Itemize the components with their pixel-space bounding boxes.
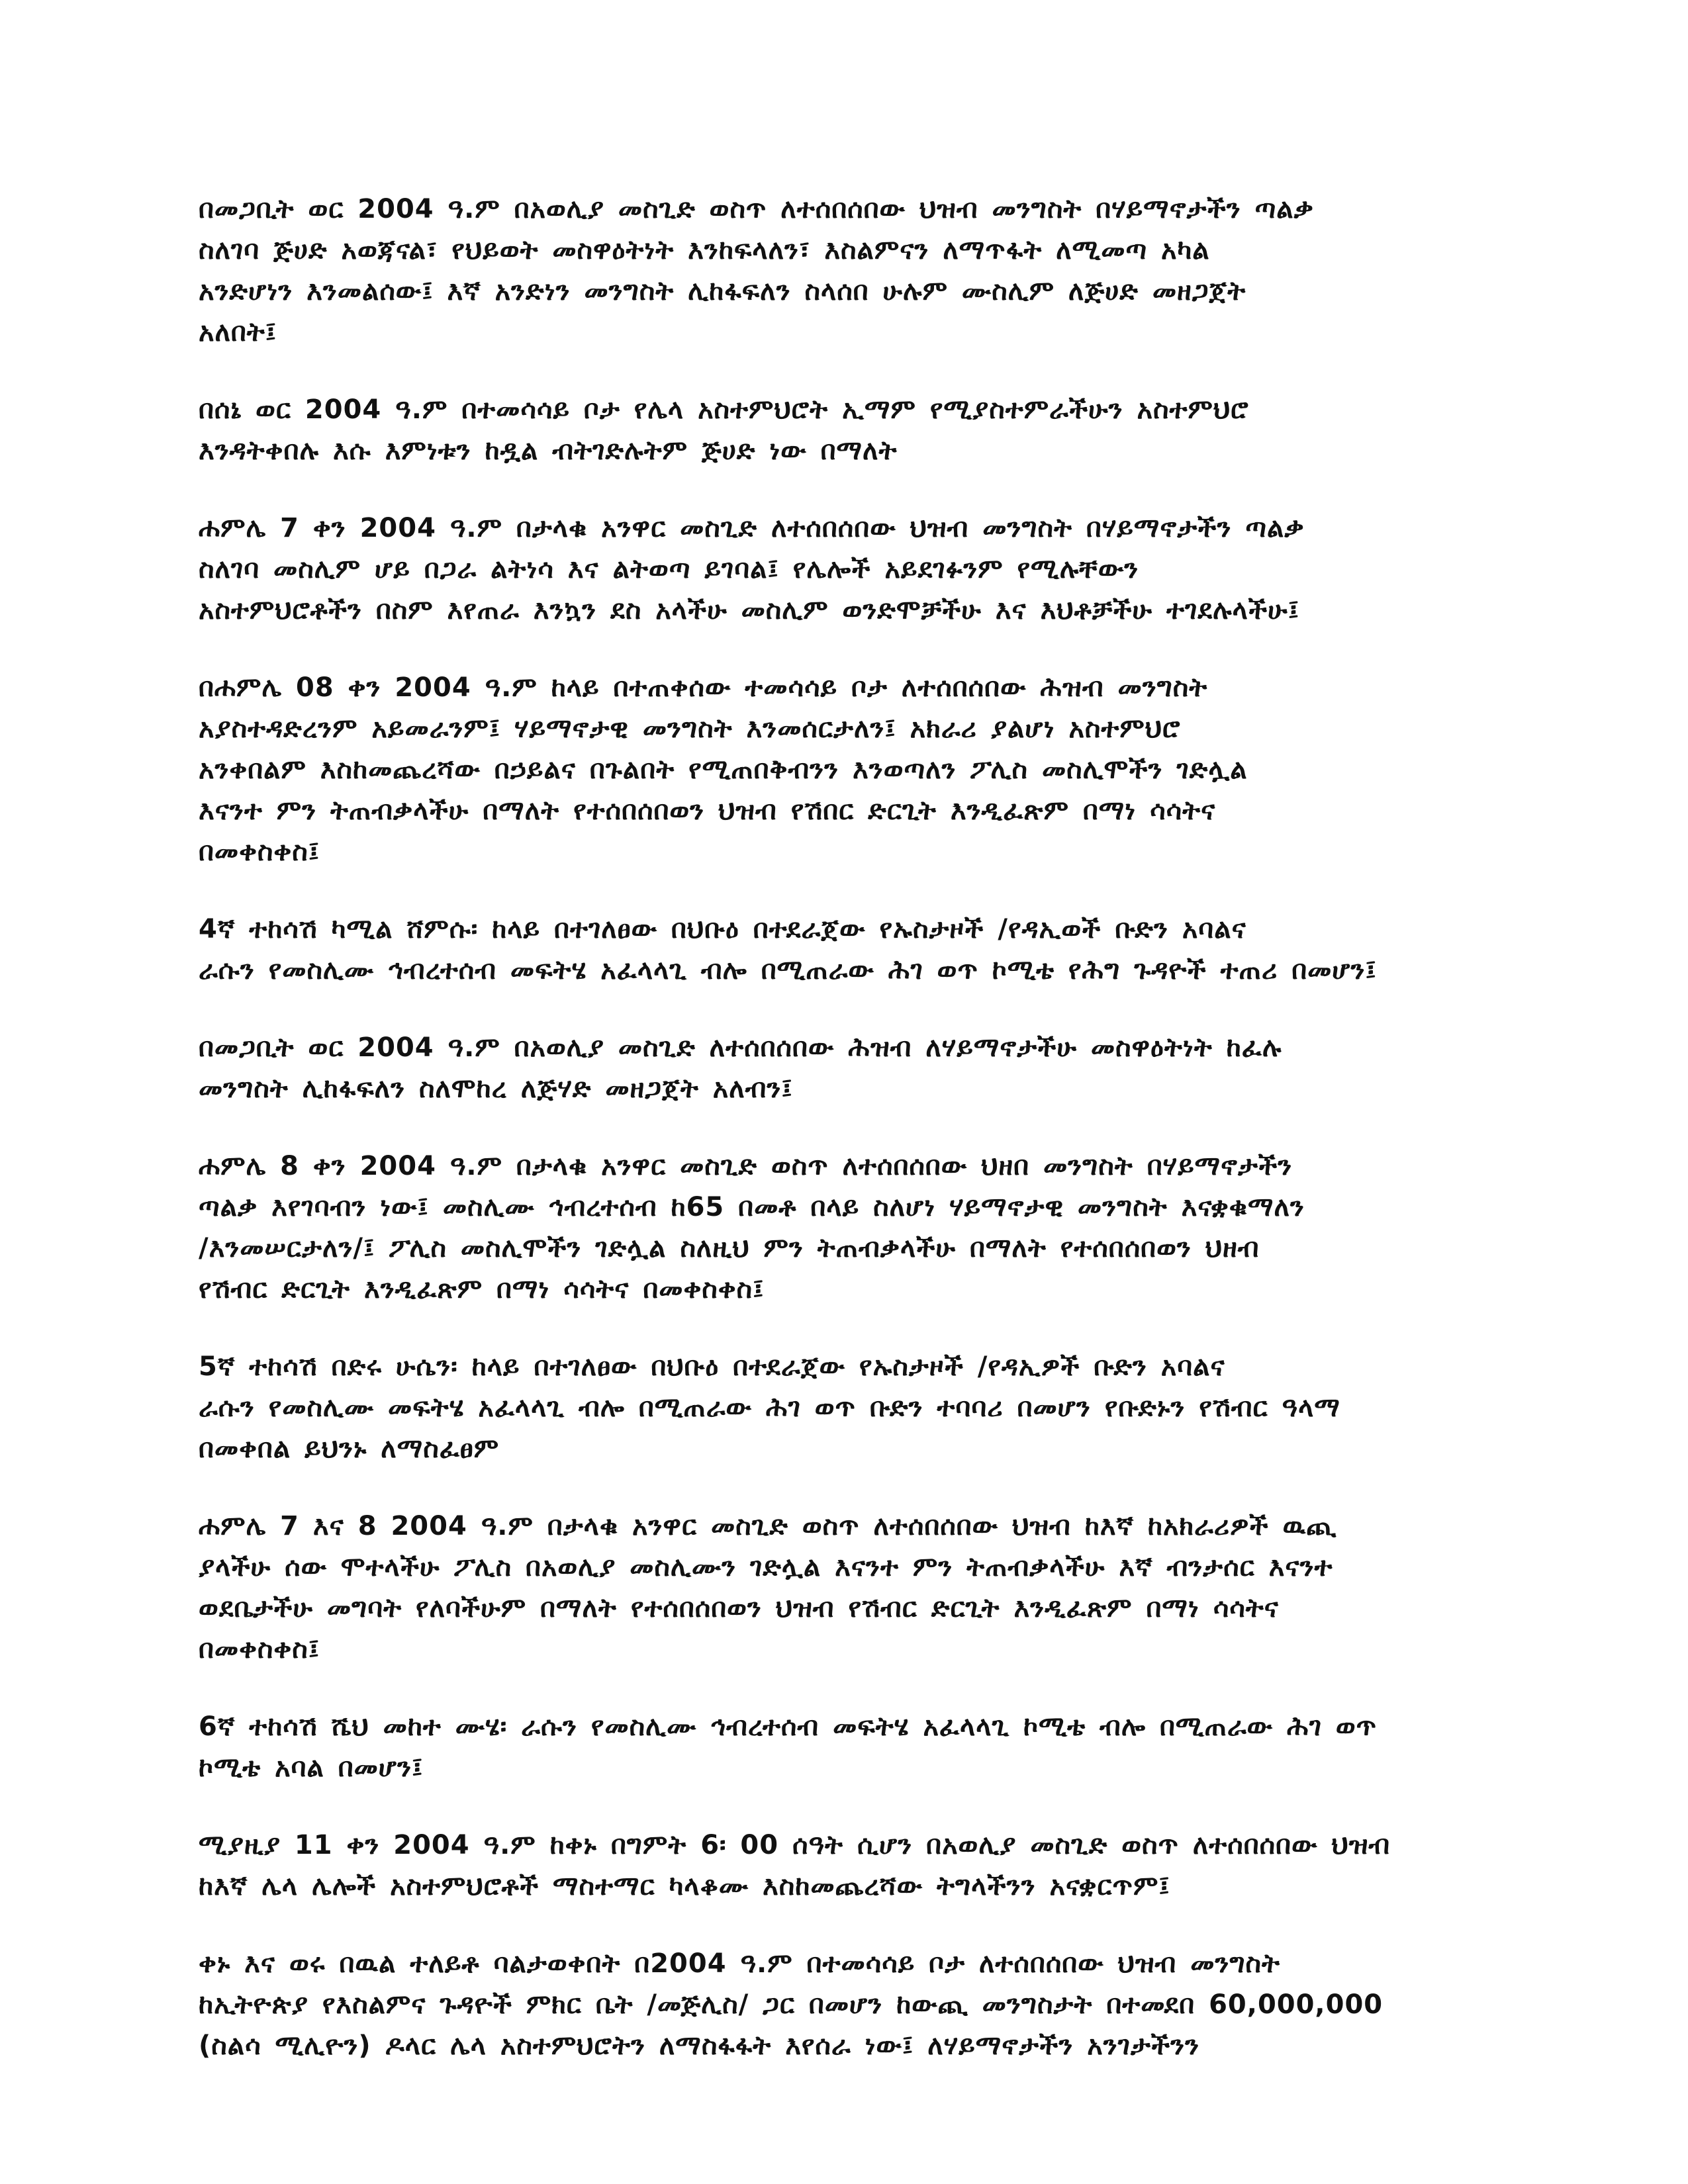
paragraph-line: ራሱን የመስሊሙ መፍትሄ አፈላላጊ ብሎ በሚጠራው ሕገ ወጥ ቡድን ተባባሪ በመሆን የቡድኑን የሽብር ዓላማ [199, 1392, 1340, 1423]
paragraph-7 [199, 1146, 1509, 1310]
paragraph-8 [199, 1346, 1509, 1469]
paragraph-line: ወደቤታችሁ መግባት የለባችሁም በማለት የተሰበሰበወን ህዝብ የሽብር ድርጊት እንዲፈጽም በማነ ሳሳትና [199, 1593, 1279, 1623]
paragraph-line: እንዳትቀበሉ እሱ እምነቱን ከዷል ብትገድሉትም ጅሀድ ነው በማለት [199, 435, 898, 466]
paragraph-line: ስለገባ ጅሀድ አወጃናል፣ የህይወት መስዋዕትነት እንከፍላለን፣ እስልምናን ለማጥፋት ለሚመጣ አካል [199, 235, 1210, 265]
paragraph-line: አንቀበልም እስከመጨረሻው በኃይልና በጉልበት የሚጠበቅብንን እንወጣለን ፖሊስ መስሊሞችን ገድሏል [199, 754, 1248, 785]
paragraph-line: አለበት፤ [199, 317, 277, 347]
paragraph-line: በመቀበል ይህንኑ ለማስፈፀም [199, 1433, 500, 1464]
paragraph-line: 4ኛ ተከሳሽ ካሚል ሸምሱ፡ ከላይ በተገለፀው በህቡዕ በተደራጀው የኡስታዞች /የዳኢወች ቡድን አባልና [199, 914, 1246, 944]
paragraph-line: ጣልቃ እየገባብን ነው፤ መስሊሙ ኅብረተሰብ ከ65 በመቶ በላይ ስለሆነ ሃይማኖታዊ መንግስት እናቋቁማለን [199, 1192, 1305, 1222]
paragraph-line: ራሱን የመስሊሙ ኅብረተሰብ መፍትሄ አፈላላጊ ብሎ በሚጠራው ሕገ ወጥ ኮሚቴ የሕግ ጉዳዮች ተጠሪ በመሆን፤ [199, 955, 1377, 985]
paragraph-line: ሐምሌ 8 ቀን 2004 ዓ.ም በታላቁ አንዋር መስጊድ ወስጥ ለተሰበሰበው ህዘበ መንግስት በሃይማኖታችን [199, 1151, 1293, 1181]
paragraph-line: ቀኑ እና ወሩ በዉል ተለይቶ ባልታወቀበት በ2004 ዓ.ም በተመሳሳይ ቦታ ለተሰበሰበው ህዝብ መንግስት [199, 1948, 1280, 1979]
paragraph-line: (ስልሳ ሚሊዮን) ዶላር ሌላ አስተምህሮትን ለማስፋፋት እየሰራ ነው፤ ለሃይማኖታችን አንገታችንን [199, 2030, 1200, 2061]
paragraph-line: 6ኛ ተከሳሽ ሼህ መከተ ሙሄ፡ ራሱን የመስሊሙ ኅብረተሰብ መፍትሄ አፈላላጊ ኮሚቴ ብሎ በሚጠራው ሕገ ወጥ [199, 1711, 1378, 1742]
paragraph-line: ከኢትዮጵያ የእስልምና ጉዳዮች ምክር ቤት /መጅሊስ/ ጋር በመሆን ከውጪ መንግስታት በተመደበ 60,000,000 [199, 1989, 1383, 2020]
paragraph-11 [199, 1825, 1509, 1907]
paragraph-line: መንግስት ሊከፋፍለን ስለሞከረ ለጅሃድ መዘጋጀት አለብን፤ [199, 1073, 793, 1104]
paragraph-line: አያስተዳድረንም አይመራንም፤ ሃይማኖታዊ መንግስት እንመሰርታለን፤ አክራሪ ያልሆነ አስተምህሮ [199, 713, 1181, 744]
paragraph-line: በሰኔ ወር 2004 ዓ.ም በተመሳሳይ ቦታ የሌላ አስተምህሮት ኢማም የሚያስተምራችሁን አስተምህሮ [199, 394, 1249, 425]
document-body [199, 189, 1509, 2103]
paragraph-6 [199, 1027, 1509, 1109]
paragraph-line: እናንተ ምን ትጠብቃላችሁ በማለት የተሰበሰበወን ህዝብ የሽበር ድርጊት እንዲፈጽም በማነ ሳሳትና [199, 796, 1216, 826]
paragraph-line: አስተምህሮቶችን በስም እየጠራ እንኳን ደስ አላችሁ መስሊም ወንድሞቻችሁ እና እህቶቻችሁ ተገደሉላችሁ፤ [199, 595, 1300, 625]
paragraph-12 [199, 1943, 1509, 2066]
paragraph-line: ስለገባ መስሊም ሆይ በጋራ ልትነሳ እና ልትወጣ ይገባል፤ የሌሎች አይደገፉንም የሚሉቸውን [199, 554, 1139, 584]
paragraph-9 [199, 1506, 1509, 1670]
paragraph-3 [199, 508, 1509, 631]
paragraph-line: 5ኛ ተከሳሽ በድሩ ሁሴን፡ ከላይ በተገለፀው በህቡዕ በተደራጀው የኡስታዞች /የዳኢዎች ቡድን አባልና [199, 1351, 1225, 1382]
paragraph-line: በመቀስቀስ፤ [199, 837, 320, 867]
paragraph-line: ኮሚቴ አባል በመሆን፤ [199, 1752, 424, 1783]
paragraph-line: ከእኛ ሌላ ሌሎች አስተምህሮቶች ማስተማር ካላቆሙ እስከመጨረሻው ትግላችንን አናቋርጥም፤ [199, 1871, 1170, 1901]
paragraph-line: አንድሆነን እንመልሰው፤ እኛ አንድነን መንግስት ሊከፋፍለን ስላሰበ ሁሉም ሙስሊም ለጅሀድ መዘጋጀት [199, 276, 1246, 306]
paragraph-5 [199, 909, 1509, 991]
paragraph-line: ሐምሌ 7 እና 8 2004 ዓ.ም በታላቁ አንዋር መስጊድ ወስጥ ለተሰበሰበው ህዝብ ከእኛ ከአክራሪዎች ዉጪ [199, 1511, 1337, 1541]
paragraph-line: /እንመሠርታለን/፤ ፖሊስ መስሊሞችን ገድሏል ስለዚህ ምን ትጠብቃላችሁ በማለት የተሰበሰበወን ህዘብ [199, 1233, 1260, 1263]
paragraph-line: በሐምሌ 08 ቀን 2004 ዓ.ም ከላይ በተጠቀሰው ተመሳሳይ ቦታ ለተሰበሰበው ሕዝብ መንግስት [199, 672, 1208, 703]
paragraph-line: በመጋቢት ወር 2004 ዓ.ም በአወሊያ መስጊድ ወስጥ ለተሰበሰበው ህዝብ መንግስት በሃይማኖታችን ጣልቃ [199, 194, 1314, 224]
paragraph-1 [199, 189, 1509, 353]
paragraph-line: የሽብር ድርጊት እንዲፈጽም በማነ ሳሳትና በመቀስቀስ፤ [199, 1274, 765, 1304]
paragraph-line: ያላችሁ ሰው ሞተላችሁ ፖሊስ በአወሊያ መስሊሙን ገድሏል እናንተ ምን ትጠብቃላችሁ እኛ ብንታሰር እናንተ [199, 1552, 1333, 1582]
paragraph-line: ሐምሌ 7 ቀን 2004 ዓ.ም በታላቁ አንዋር መስጊድ ለተሰበሰበው ህዝብ መንግስት በሃይማኖታችን ጣልቃ [199, 513, 1305, 543]
paragraph-4 [199, 667, 1509, 872]
paragraph-line: በመጋቢት ወር 2004 ዓ.ም በአወሊያ መስጊድ ለተሰበሰበው ሕዝብ ለሃይማኖታችሁ መስዋዕትነት ከፈሉ [199, 1032, 1282, 1063]
paragraph-10 [199, 1706, 1509, 1788]
paragraph-2 [199, 389, 1509, 471]
paragraph-line: በመቀስቀስ፤ [199, 1634, 320, 1664]
paragraph-line: ሚያዚያ 11 ቀን 2004 ዓ.ም ከቀኑ በግምት 6፡ 00 ሰዓት ሲሆን በአወሊያ መስጊድ ወስጥ ለተሰበሰበው ህዝብ [199, 1830, 1391, 1860]
